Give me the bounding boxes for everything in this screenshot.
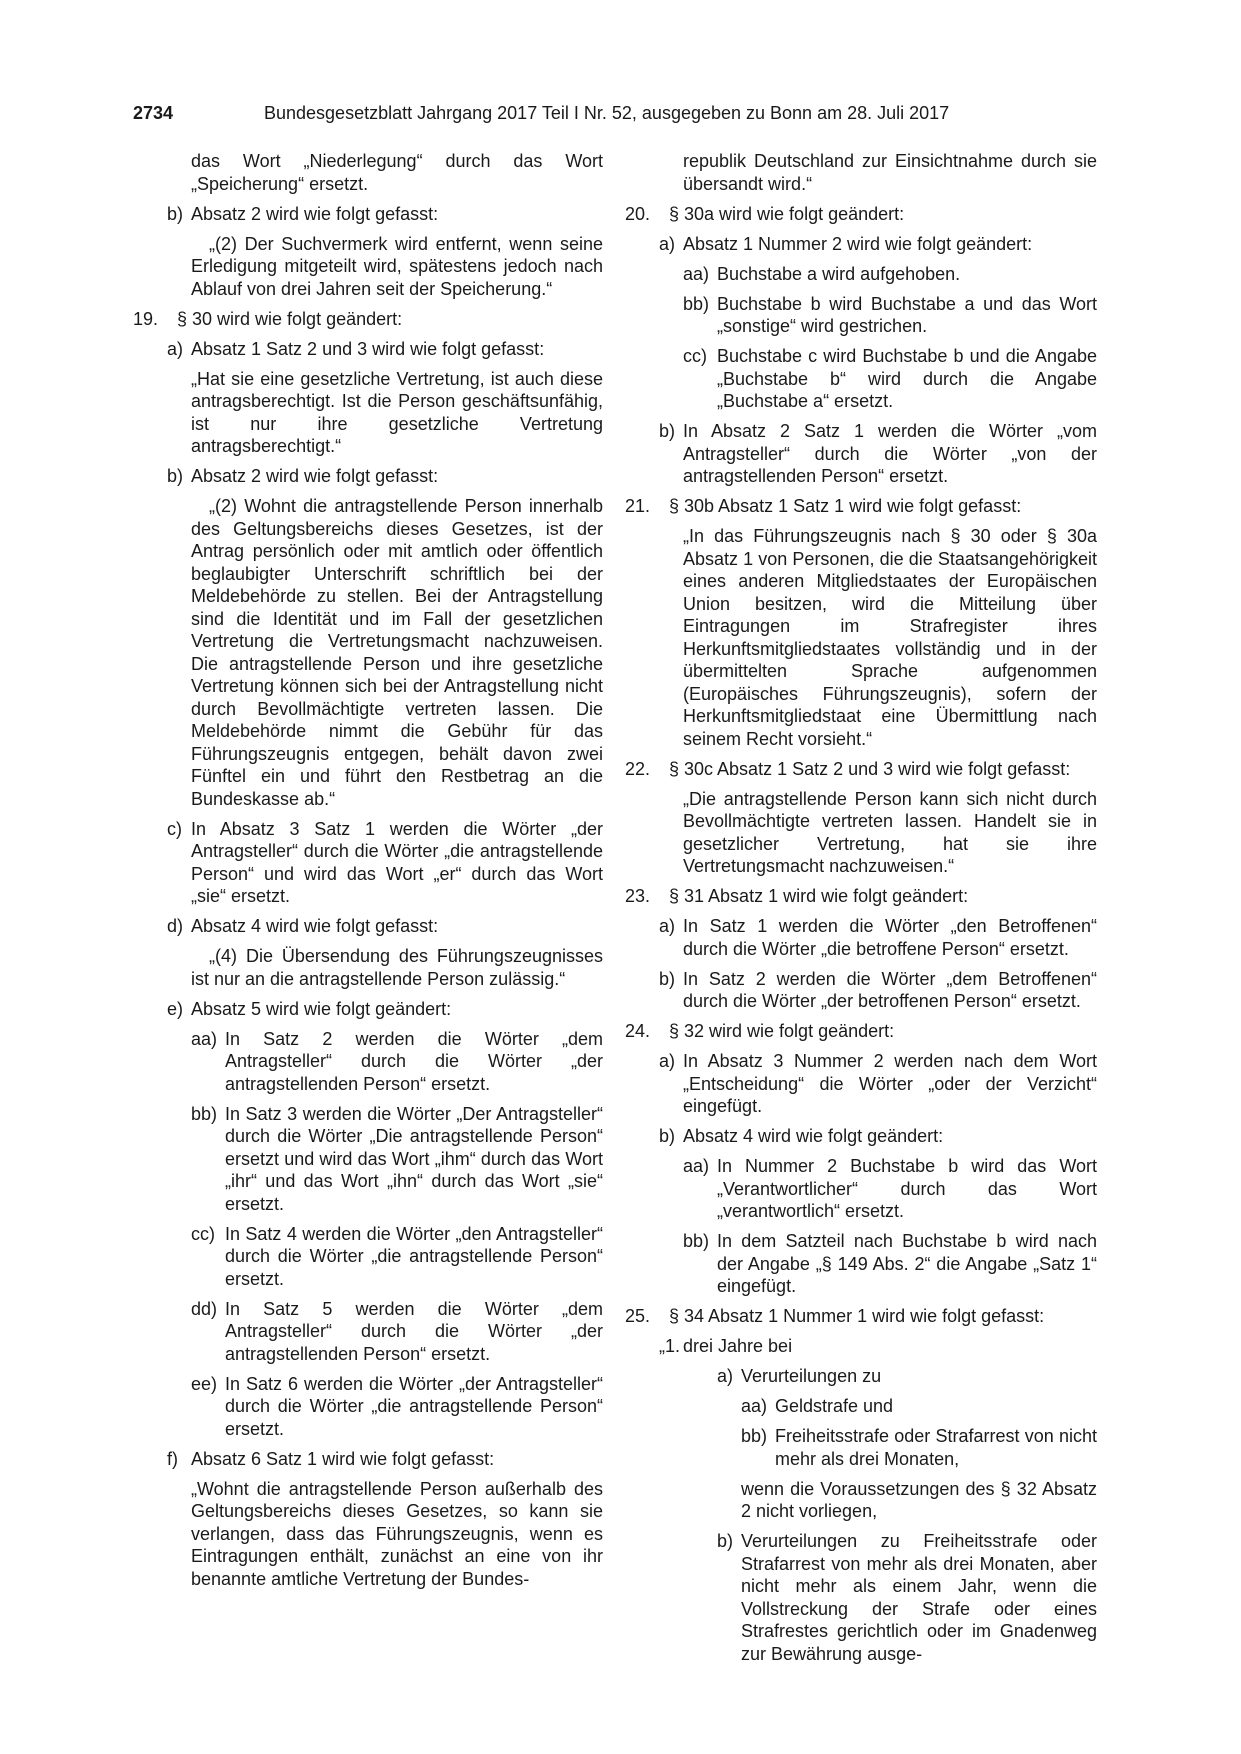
item-text: In Satz 1 werden die Wörter „den Betroffenen“ durch die Wörter „die betroffene Person“ ersetzt. <box>683 916 1097 959</box>
continuation-text: das Wort „Niederlegung“ durch das Wort „Speicherung“ ersetzt. <box>191 151 603 194</box>
quoted-amendment: „(4) Die Übersendung des Führungszeugnisses ist nur an die antragstellende Person zulässig.“ <box>191 946 603 989</box>
item-text: Absatz 6 Satz 1 wird wie folgt gefasst: <box>191 1448 495 1469</box>
item-text: Verurteilungen zu <box>741 1366 882 1386</box>
item-marker: c) <box>167 818 182 839</box>
item-text: § 30c Absatz 1 Satz 2 und 3 wird wie folgt gefasst: <box>669 758 1071 779</box>
item-text: Buchstabe b wird Buchstabe a und das Wort „sonstige“ wird gestrichen. <box>717 293 1097 336</box>
right-column <box>625 150 1097 1673</box>
quoted-amendment: „(2) Wohnt die antragstellende Person innerhalb des Geltungsbereichs dieses Gesetzes, ist der Antrag persönlich oder mit amtlich oder öffentlich beglaubigter Unterschrift schriftlich bei der Meldebehörde zu stellen. Bei der Antragstellung sind die Identität und im Fall der gesetzlichen Vertretung die Vertretungsmacht nachzuweisen. Die antragstellende Person und ihre gesetzliche Vertretung können sich bei der Antragstellung nicht durch Bevollmächtigte vertreten lassen. Die Meldebehörde nimmt die Gebühr für das Führungszeugnis entgegen, behält davon zwei Fünftel ein und führt den Restbetrag an die Bundeskasse ab.“ <box>191 496 603 809</box>
item-text: § 34 Absatz 1 Nummer 1 wird wie folgt gefasst: <box>669 1306 1045 1326</box>
item-text: Absatz 2 wird wie folgt gefasst: <box>191 466 439 486</box>
item-text: § 31 Absatz 1 wird wie folgt geändert: <box>669 886 969 906</box>
list-item <box>625 968 1097 1013</box>
item-text: drei Jahre bei <box>683 1336 793 1356</box>
numbered-item <box>133 308 603 331</box>
item-marker: cc) <box>191 1223 215 1244</box>
numbered-item <box>625 1305 1097 1328</box>
numbered-item <box>625 495 1097 518</box>
list-item <box>625 1125 1097 1148</box>
sub-list-item <box>625 1230 1097 1298</box>
item-marker: b) <box>659 421 676 441</box>
item-text: Absatz 2 wird wie folgt gefasst: <box>191 203 439 224</box>
item-text: In Satz 4 werden die Wörter „den Antragsteller“ durch die Wörter „die antragstellende Person“ ersetzt. <box>225 1223 603 1289</box>
item-marker: b) <box>659 968 676 989</box>
item-marker: ee) <box>191 1373 218 1394</box>
item-marker: cc) <box>683 346 707 366</box>
item-marker: b) <box>717 1531 734 1551</box>
list-item <box>133 465 603 488</box>
list-item <box>133 1448 603 1471</box>
item-text: In Absatz 3 Satz 1 werden die Wörter „der Antragsteller“ durch die Wörter „die antragstellende Person“ und wird das Wort „er“ durch das Wort „sie“ ersetzt. <box>191 818 603 906</box>
sub-list-item <box>625 293 1097 338</box>
quoted-amendment: „Wohnt die antragstellende Person außerhalb des Geltungsbereichs dieses Gesetzes, so kann sie verlangen, dass das Führungszeugnis, wenn es Eintragungen enthält, zunächst an eine von ihr benannte amtliche Vertretung der Bundes- <box>191 1478 603 1589</box>
item-marker: „1. <box>659 1336 681 1356</box>
numbered-item <box>625 758 1097 781</box>
item-marker: aa) <box>683 263 710 284</box>
list-item <box>625 233 1097 256</box>
item-text: Absatz 5 wird wie folgt geändert: <box>191 998 452 1019</box>
item-text: § 30 wird wie folgt geändert: <box>177 308 403 329</box>
item-marker: bb) <box>683 1231 710 1251</box>
item-text: Absatz 1 Nummer 2 wird wie folgt geändert: <box>683 233 1033 254</box>
item-number: 25. <box>625 1306 651 1326</box>
item-marker: a) <box>659 1051 676 1071</box>
quoted-item <box>625 1335 1097 1358</box>
numbered-item <box>625 203 1097 226</box>
quoted-sub-sub-item <box>625 1395 1097 1418</box>
list-item <box>133 338 603 361</box>
item-text: Geldstrafe und <box>775 1396 894 1416</box>
item-marker: b) <box>659 1126 676 1146</box>
item-text: Buchstabe c wird Buchstabe b und die Angabe „Buchstabe b“ wird durch die Angabe „Buchstabe a“ ersetzt. <box>717 346 1097 411</box>
list-item <box>133 818 603 908</box>
item-number: 24. <box>625 1021 651 1041</box>
quoted-sub-item <box>625 1530 1097 1665</box>
item-marker: d) <box>167 916 184 936</box>
item-text: In Satz 2 werden die Wörter „dem Antragsteller“ durch die Wörter „der antragstellenden Person“ ersetzt. <box>225 1028 603 1094</box>
quoted-sub-item <box>625 1365 1097 1388</box>
sub-list-item <box>133 1028 603 1096</box>
item-text: In Absatz 2 Satz 1 werden die Wörter „vom Antragsteller“ durch die Wörter „von der antragstellenden Person“ ersetzt. <box>683 421 1097 486</box>
numbered-item <box>625 885 1097 908</box>
item-marker: a) <box>659 233 676 254</box>
left-column <box>133 150 603 1598</box>
item-text: In dem Satzteil nach Buchstabe b wird nach der Angabe „§ 149 Abs. 2“ die Angabe „Satz 1“ eingefügt. <box>717 1231 1097 1296</box>
sub-list-item <box>625 263 1097 286</box>
item-text: Buchstabe a wird aufgehoben. <box>717 263 961 284</box>
quoted-amendment: „Die antragstellende Person kann sich nicht durch Bevollmächtigte vertreten lassen. Handelt sie in gesetzlicher Vertretung, hat sie ihre Vertretungsmacht nachzuweisen.“ <box>683 788 1097 876</box>
item-text: In Nummer 2 Buchstabe b wird das Wort „Verantwortlicher“ durch das Wort „verantwortlich“ ersetzt. <box>717 1156 1097 1221</box>
sub-list-item <box>133 1373 603 1441</box>
item-text: § 30a wird wie folgt geändert: <box>669 203 905 224</box>
item-number: 22. <box>625 758 651 779</box>
item-text: In Satz 2 werden die Wörter „dem Betroffenen“ durch die Wörter „der betroffenen Person“ ersetzt. <box>683 968 1097 1011</box>
item-marker: a) <box>659 916 676 936</box>
list-item <box>133 915 603 938</box>
item-text: In Satz 6 werden die Wörter „der Antragsteller“ durch die Wörter „die antragstellende Person“ ersetzt. <box>225 1373 603 1439</box>
item-number: 19. <box>133 308 159 329</box>
quoted-amendment: „Hat sie eine gesetzliche Vertretung, ist auch diese antragsberechtigt. Ist die Person geschäftsunfähig, ist nur ihre gesetzliche Vertretung antragsberechtigt.“ <box>191 368 603 456</box>
item-marker: b) <box>167 203 184 224</box>
item-marker: e) <box>167 998 184 1019</box>
item-text: Absatz 4 wird wie folgt geändert: <box>683 1126 944 1146</box>
quoted-condition: wenn die Voraussetzungen des § 32 Absatz 2 nicht vorliegen, <box>741 1478 1097 1521</box>
numbered-item <box>625 1020 1097 1043</box>
continuation-text: republik Deutschland zur Einsichtnahme durch sie übersandt wird.“ <box>683 151 1097 194</box>
item-text: Absatz 1 Satz 2 und 3 wird wie folgt gefasst: <box>191 338 545 359</box>
item-marker: f) <box>167 1448 178 1469</box>
item-marker: aa) <box>741 1396 768 1416</box>
item-text: In Satz 3 werden die Wörter „Der Antragsteller“ durch die Wörter „Die antragstellende Person“ ersetzt und wird das Wort „ihm“ durch das Wort „ihr“ und das Wort „ihn“ durch das Wort „sie“ ersetzt. <box>225 1103 603 1214</box>
page-number: 2734 <box>133 103 174 123</box>
item-marker: aa) <box>191 1028 218 1049</box>
quoted-sub-sub-item <box>625 1425 1097 1470</box>
quoted-amendment: „In das Führungszeugnis nach § 30 oder § 30a Absatz 1 von Personen, die die Staatsangehörigkeit eines anderen Mitgliedstaates der Europäischen Union besitzen, wird die Mitteilung über Eintragungen im Strafregister ihres Herkunftsmitgliedstaates vollständig und in der übermittelten Sprache aufgenommen (Europäisches Führungszeugnis), sofern der Herkunftsmitgliedstaat eine Übermittlung nach seinem Recht vorsieht.“ <box>683 526 1097 749</box>
quoted-amendment: „(2) Der Suchvermerk wird entfernt, wenn seine Erledigung mitgeteilt wird, spätestens jedoch nach Ablauf von drei Jahren seit der Speicherung.“ <box>191 233 603 299</box>
list-item <box>625 1050 1097 1118</box>
sub-list-item <box>133 1103 603 1216</box>
item-marker: a) <box>167 338 184 359</box>
running-header: Bundesgesetzblatt Jahrgang 2017 Teil I Nr. 52, ausgegeben zu Bonn am 28. Juli 2017 <box>264 103 950 123</box>
item-marker: a) <box>717 1366 734 1386</box>
item-number: 23. <box>625 886 651 906</box>
sub-list-item <box>133 1298 603 1366</box>
sub-list-item <box>625 345 1097 413</box>
item-text: In Absatz 3 Nummer 2 werden nach dem Wort „Entscheidung“ die Wörter „oder der Verzicht“ eingefügt. <box>683 1051 1097 1116</box>
item-text: Freiheitsstrafe oder Strafarrest von nicht mehr als drei Monaten, <box>775 1426 1097 1469</box>
item-marker: bb) <box>191 1103 218 1124</box>
sub-list-item <box>133 1223 603 1291</box>
list-item <box>625 420 1097 488</box>
item-marker: bb) <box>683 293 710 314</box>
sub-list-item <box>625 1155 1097 1223</box>
item-text: § 32 wird wie folgt geändert: <box>669 1021 895 1041</box>
item-text: In Satz 5 werden die Wörter „dem Antragsteller“ durch die Wörter „der antragstellenden Person“ ersetzt. <box>225 1298 603 1364</box>
item-marker: b) <box>167 466 184 486</box>
item-number: 20. <box>625 203 651 224</box>
list-item <box>133 998 603 1021</box>
item-text: Absatz 4 wird wie folgt gefasst: <box>191 916 439 936</box>
item-number: 21. <box>625 496 651 516</box>
list-item <box>625 915 1097 960</box>
item-marker: bb) <box>741 1426 768 1446</box>
item-marker: dd) <box>191 1298 218 1319</box>
list-item <box>133 203 603 226</box>
item-marker: aa) <box>683 1156 710 1176</box>
item-text: § 30b Absatz 1 Satz 1 wird wie folgt gefasst: <box>669 496 1022 516</box>
item-text: Verurteilungen zu Freiheitsstrafe oder Strafarrest von mehr als drei Monaten, aber nicht mehr als einem Jahr, wenn die Vollstreckung der Strafe oder eines Strafrestes gerichtlich oder im Gnadenweg zur Bewährung ausge- <box>741 1531 1097 1664</box>
